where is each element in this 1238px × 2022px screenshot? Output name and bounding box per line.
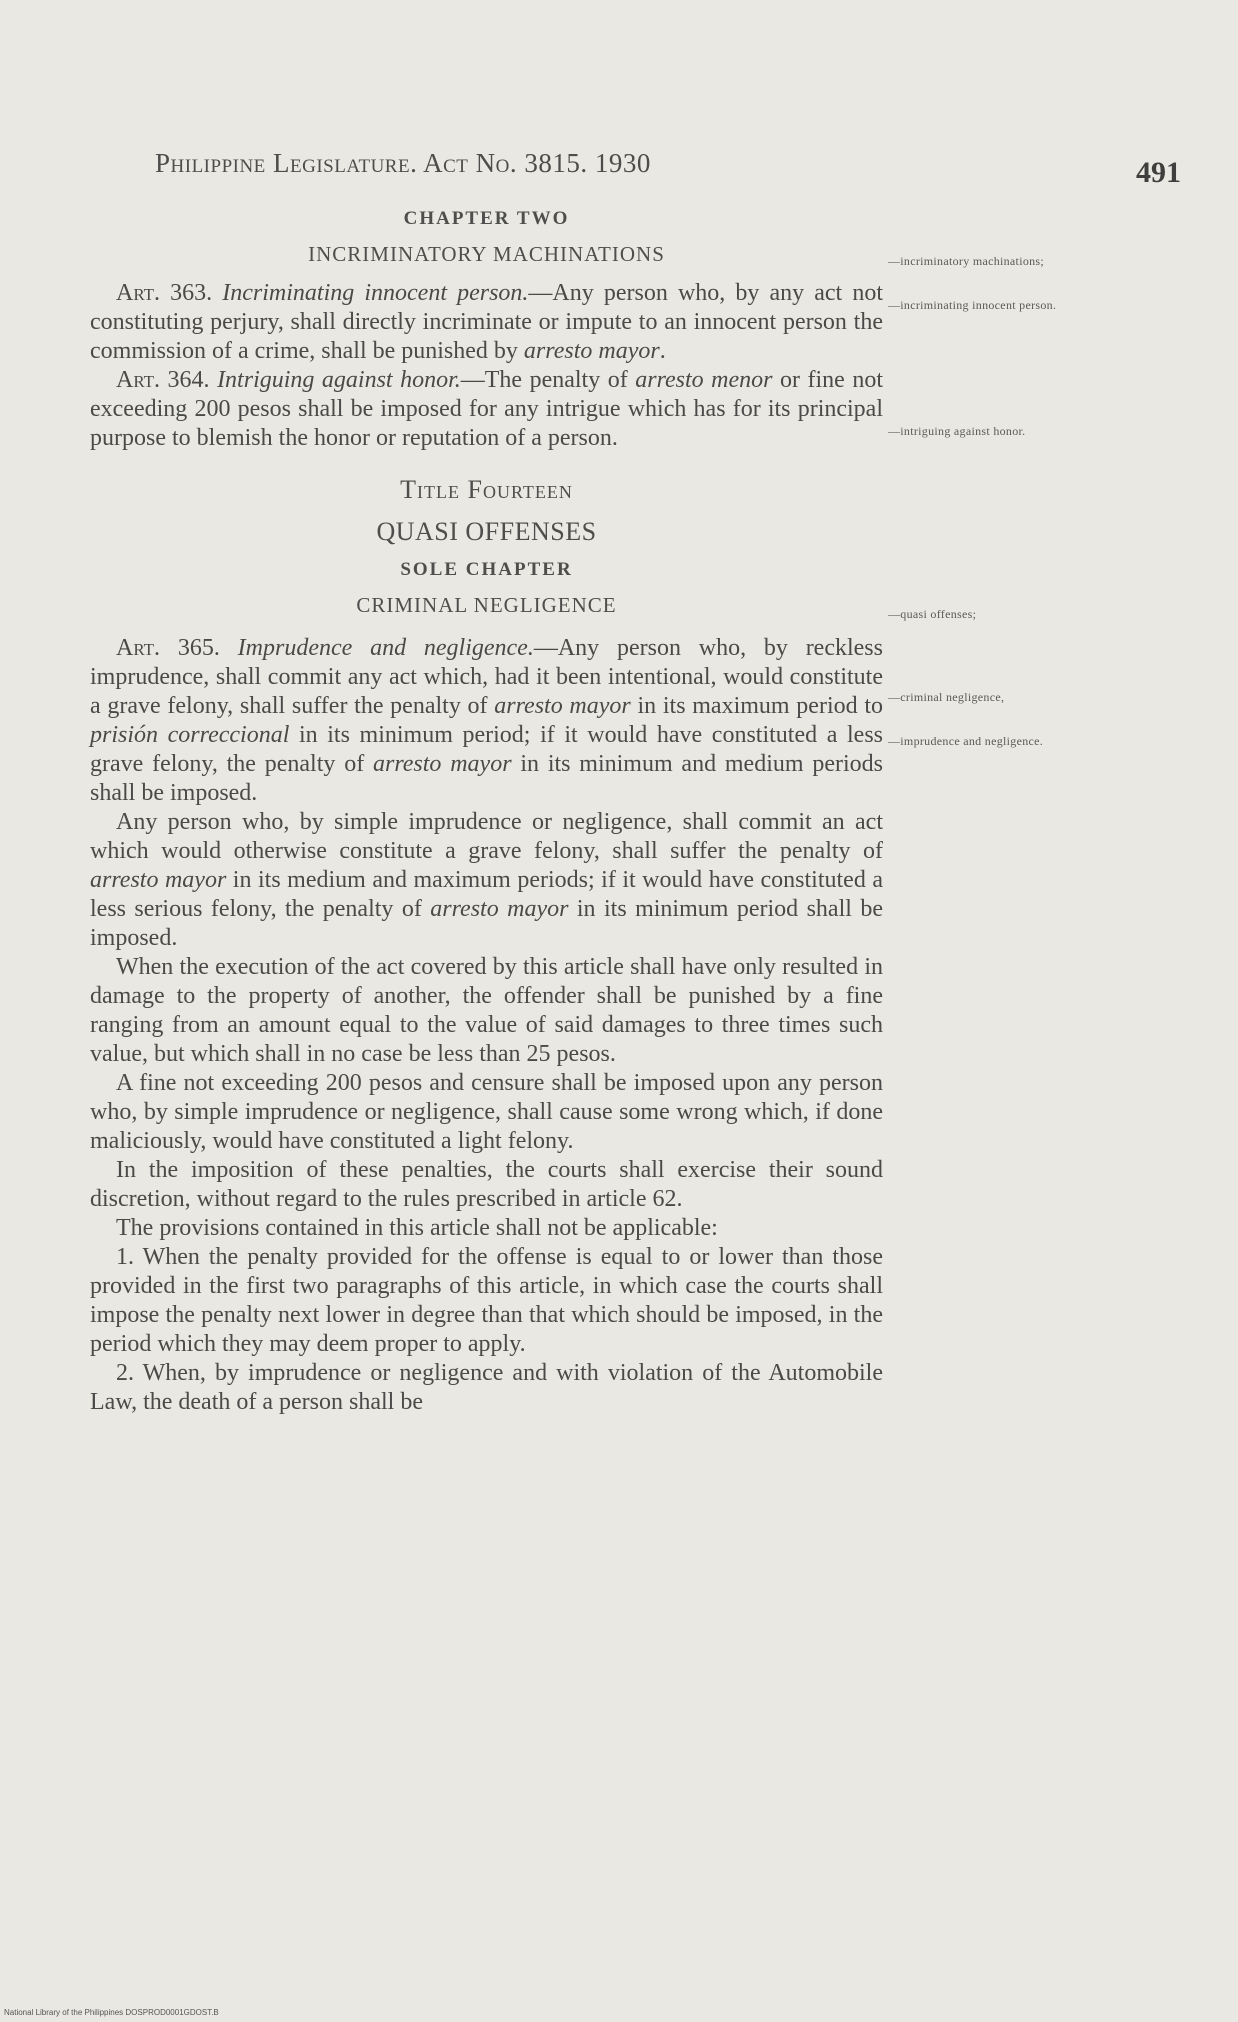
article-363-end: . — [659, 338, 666, 364]
article-364-text-2: or fine not exceeding 200 pesos shall be imposed for any intrigue which has for its principal purpose to blemish the honor or reputation of a person. — [90, 367, 883, 451]
margin-note-criminal-negligence: —criminal negligence, — [888, 690, 1005, 704]
chapter-heading: CHAPTER TWO — [403, 208, 570, 229]
paragraph-item-2: 2. When, by imprudence or negligence and with violation of the Automobile Law, the death of a person shall be — [90, 1360, 883, 1415]
article-365-term-2: prisión correccional — [90, 722, 290, 748]
paragraph-item-1: 1. When the penalty provided for the offense is equal to or lower than those provided in the first two paragraphs of this article, in which case the courts shall impose the penalty next lower in degree than that which should be imposed, in the period which they may deem proper to apply. — [90, 1244, 883, 1357]
paragraph-2-term-2: arresto mayor — [430, 896, 569, 922]
paragraph-property-damage: When the execution of the act covered by this article shall have only resulted in damage to the property of another, the offender shall be punished by a fine ranging from an amount equal to the value of said damages to three times such value, but which shall in no case be less than 25 pesos. — [90, 954, 883, 1067]
paragraph-not-applicable: The provisions contained in this article shall not be applicable: — [116, 1215, 718, 1241]
main-text-column — [90, 208, 883, 1417]
article-364-text-1: —The penalty of — [460, 367, 636, 393]
quasi-offenses-heading: QUASI OFFENSES — [376, 517, 597, 546]
article-365-text-4: in its minimum and medium periods shall be imposed. — [90, 751, 883, 806]
article-364-label: Art. 364. — [116, 367, 210, 393]
article-364-title: Intriguing against honor. — [217, 367, 461, 393]
section-heading: INCRIMINATORY MACHINATIONS — [308, 242, 665, 266]
article-364 — [90, 366, 883, 453]
article-365-term-1: arresto mayor — [494, 693, 631, 719]
article-365-label: Art. 365. — [116, 635, 220, 661]
running-head — [155, 148, 651, 179]
article-363-text: —Any person who, by any act not constituting perjury, shall directly incriminate or impute to an innocent person the commission of a crime, shall be punished by — [90, 280, 883, 364]
criminal-negligence-heading: CRIMINAL NEGLIGENCE — [356, 593, 617, 617]
article-364-term: arresto menor — [635, 367, 773, 393]
article-365-term-3: arresto mayor — [372, 751, 512, 777]
article-363 — [90, 279, 883, 366]
footer-watermark: National Library of the Philippines DOSPROD0001GDOST.B — [4, 2008, 219, 2017]
paragraph-light-felony: A fine not exceeding 200 pesos and censure shall be imposed upon any person who, by simple imprudence or negligence, shall cause some wrong which, if done maliciously, would have constituted a light felony. — [90, 1070, 883, 1154]
paragraph-2-text-1: Any person who, by simple imprudence or negligence, shall commit an act which would otherwise constitute a grave felony, shall suffer the penalty of — [90, 809, 883, 864]
margin-note-intriguing: —intriguing against honor. — [888, 424, 1026, 438]
article-363-label: Art. 363. — [116, 280, 213, 306]
sole-chapter-heading: SOLE CHAPTER — [400, 559, 573, 580]
page-number: 491 — [1136, 156, 1181, 189]
margin-note-incriminating: —incriminating innocent person. — [888, 298, 1057, 312]
margin-note-incriminatory: —incriminatory machinations; — [888, 254, 1045, 268]
article-363-term: arresto mayor — [523, 338, 660, 364]
article-363-title: Incriminating innocent person. — [222, 280, 529, 306]
article-365 — [90, 634, 883, 808]
paragraph-2-text-3: in its minimum period shall be imposed. — [90, 896, 883, 951]
running-head-text: Philippine Legislature. Act No. 3815. 1930 — [155, 148, 651, 178]
paragraph-court-discretion: In the imposition of these penalties, the courts shall exercise their sound discretion, without regard to the rules prescribed in article 62. — [90, 1157, 883, 1212]
paragraph-2-term-1: arresto mayor — [90, 867, 227, 893]
article-365-text-3: in its minimum period; if it would have constituted a less grave felony, the penalty of — [90, 722, 883, 777]
article-365-text-1: —Any person who, by reckless imprudence, shall commit any act which, had it been intentional, would constitute a grave felony, shall suffer the penalty of — [90, 635, 883, 719]
title-heading: Title Fourteen — [400, 475, 573, 504]
paragraph-simple-imprudence — [90, 808, 883, 953]
article-365-text-2: in its maximum period to — [630, 693, 883, 719]
margin-note-imprudence: —imprudence and negligence. — [888, 734, 1044, 748]
paragraph-2-text-2: in its medium and maximum periods; if it would have constituted a less serious felony, the penalty of — [90, 867, 883, 922]
margin-note-quasi-offenses: —quasi offenses; — [888, 607, 977, 621]
article-365-title: Imprudence and negligence. — [237, 635, 534, 661]
